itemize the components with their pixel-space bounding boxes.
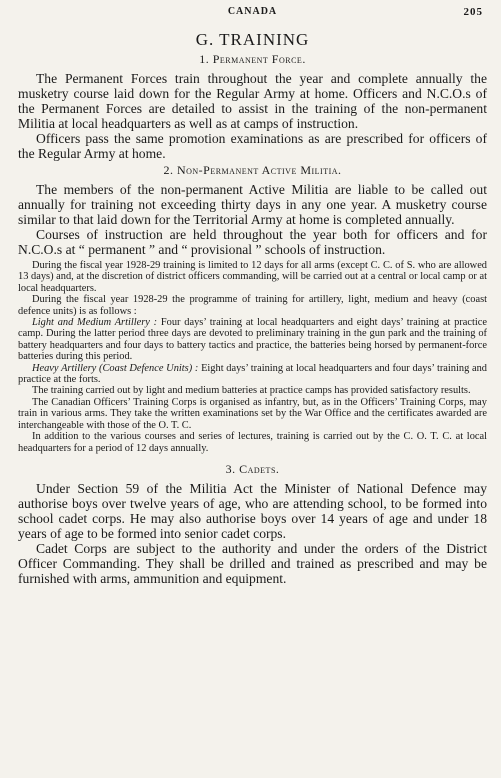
light-artillery-label: Light and Medium Artillery : [32,317,158,329]
small-paragraph: During the fiscal year 1928-29 the programme of training for artillery, light, medium and heavy (coast defence units) is as follows : [18,294,487,317]
running-title: CANADA [227,6,278,17]
small-paragraph: In addition to the various courses and series of lectures, training is carried out by the C. O. T. C. at local headquarters for a period of 12 days annually. [18,431,487,454]
paragraph: Officers pass the same promotion examinations as are prescribed for officers of the Regular Army at home. [18,131,487,161]
light-artillery-text: Four days’ training at local headquarters and eight days’ training at practice camp. During the latter period three days are devoted to preliminary training in the gun park and the training of battery headquarters and four days to battery tactics and practice, the batteries being horsed by permanent-force batteries during this period. [18,317,487,363]
paragraph: Courses of instruction are held throughout the year both for officers and for N.C.O.s at “ permanent ” and “ provisional ” schools of instruction. [18,227,487,257]
section-title: G. TRAINING [195,30,310,49]
page-number: 205 [463,6,483,18]
heavy-artillery-text: Eight days’ training at local headquarters and four days’ training and practice at the forts. [18,362,487,386]
heading-non-permanent-militia: 2. Non-Permanent Active Militia. [163,163,342,177]
heading-cadets: 3. Cadets. [225,461,280,476]
small-paragraph: The training carried out by light and medium batteries at practice camps has provided satisfactory results. [32,385,471,397]
running-head [18,6,487,22]
small-paragraph: The Canadian Officers’ Training Corps is organised as infantry, but, as in the Officers’ Training Corps, may train in various arms. They take the written examinations set by the War Office and the certificates awarded are interchangeable with those of the O. T. C. [18,396,487,431]
heavy-artillery-label: Heavy Artillery (Coast Defence Units) : [32,362,199,374]
paragraph: The members of the non-permanent Active Militia are liable to be called out annually for training not exceeding thirty days in any one year. A musketry course similar to that laid down for the Territorial Army at home is completed annually. [18,182,487,227]
light-medium-artillery-paragraph [18,317,487,363]
paragraph: Under Section 59 of the Militia Act the Minister of National Defence may authorise boys over twelve years of age, who are attending school, to be formed into school cadet corps. He may also authorise boys over 14 years of age and under 18 years of age to be formed into senior cadet corps. [18,480,487,541]
heading-permanent-force: 1. Permanent Force. [199,52,306,66]
paragraph: Cadet Corps are subject to the authority and under the orders of the District Officer Commanding. They shall be drilled and trained as prescribed and may be furnished with arms, ammunition and equipment. [18,540,487,586]
small-paragraph: During the fiscal year 1928-29 training is limited to 12 days for all arms (except C. C. of S. who are allowed 13 days) and, at the discretion of district officers commanding, will be carried out at a central or local camp or at local headquarters. [18,260,487,294]
heavy-artillery-paragraph [18,363,487,386]
paragraph: The Permanent Forces train throughout the year and complete annually the musketry course laid down for the Regular Army at home. Officers and N.C.O.s of the Permanent Forces are detailed to assist in the training of the non-permanent Militia at local headquarters as well as at camps of instruction. [18,71,487,131]
